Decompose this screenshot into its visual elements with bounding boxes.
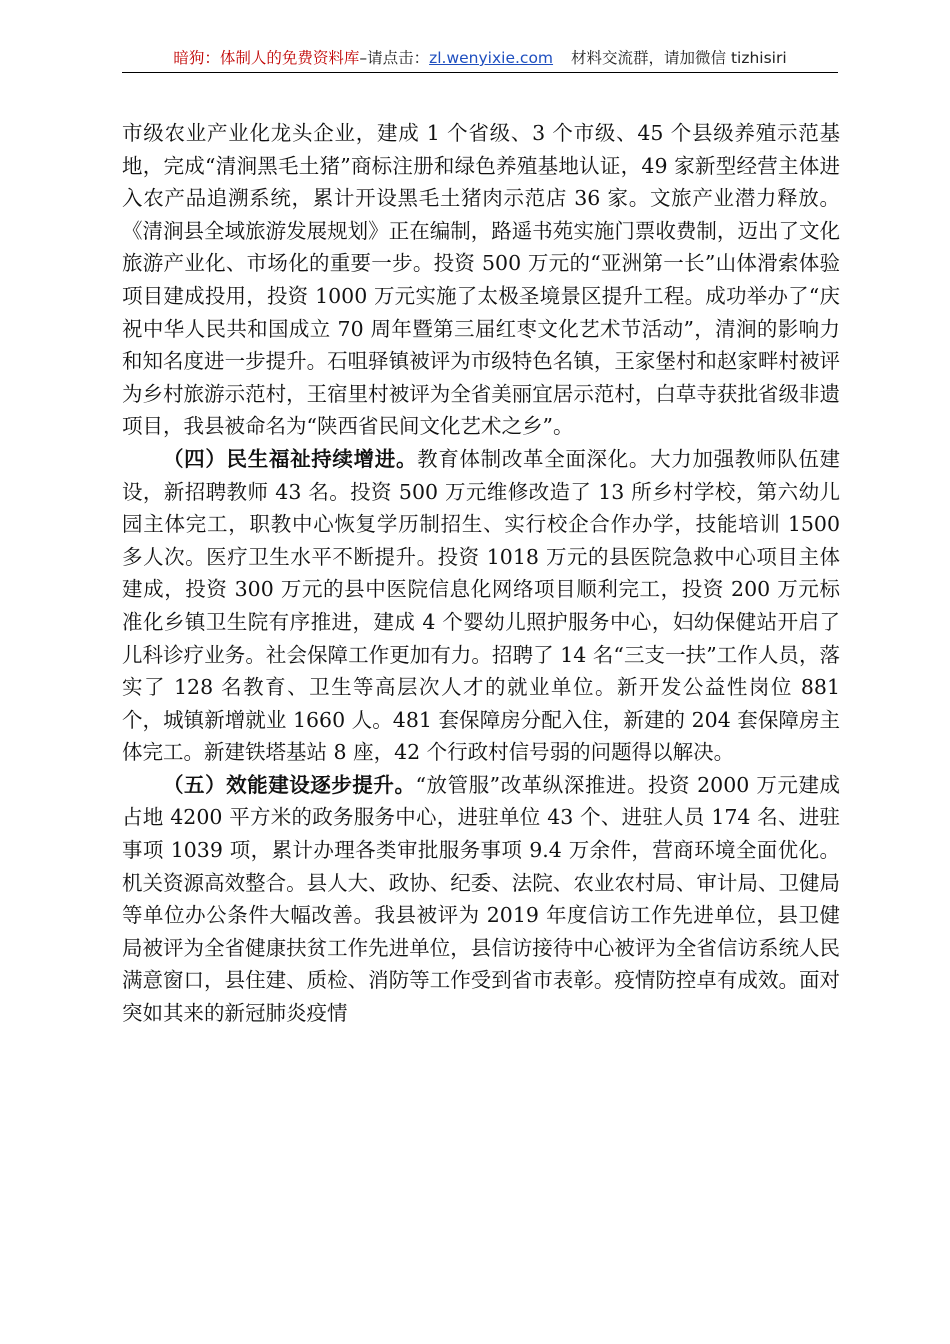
paragraph-2-heading: （四）民生福祉持续增进。 <box>163 446 418 471</box>
paragraph-3-text: “放管服”改革纵深推进。投资 2000 万元建成占地 4200 平方米的政务服务中心，进驻单位 43 个、进驻人员 174 名、进驻事项 1039 项，累计办理各类审批服务事项 9.4 万余件，营商环境全面优化。机关资源高效整合。县人大、政协、纪委、法院、农业农村局、审计局、卫健局等单位办公条件大幅改善。我县被评为 2019 年度信访工作先进单位，县卫健局被评为全省健康扶贫工作先进单位，县信访接待中心被评为全省信访系统人民满意窗口，县住建、质检、消防等工作受到省市表彰。疫情防控卓有成效。面对突如其来的新冠肺炎疫情 <box>122 772 840 1026</box>
paragraph-1-text: 市级农业产业化龙头企业，建成 1 个省级、3 个市级、45 个县级养殖示范基地，完成“清涧黑毛土猪”商标注册和绿色养殖基地认证，49 家新型经营主体进入农产品追溯系统，累计开设黑毛土猪肉示范店 36 家。文旅产业潜力释放。《清涧县全域旅游发展规划》正在编制，路遥书苑实施门票收费制，迈出了文化旅游产业化、市场化的重要一步。投资 500 万元的“亚洲第一长”山体滑索体验项目建成投用，投资 1000 万元实施了太极圣境景区提升工程。成功举办了“庆祝中华人民共和国成立 70 周年暨第三届红枣文化艺术节活动”，清涧的影响力和知名度进一步提升。石咀驿镇被评为市级特色名镇，王家堡村和赵家畔村被评为乡村旅游示范村，王宿里村被评为全省美丽宜居示范村，白草寺获批省级非遗项目，我县被命名为“陕西省民间文化艺术之乡”。 <box>122 121 840 439</box>
paragraph-1 <box>122 117 840 443</box>
header-brand: 暗狗：体制人的免费资料库 <box>173 49 360 67</box>
document-body <box>122 117 840 1030</box>
paragraph-3 <box>122 769 840 1030</box>
paragraph-3-heading: （五）效能建设逐步提升。 <box>163 772 416 797</box>
page-header <box>122 44 838 73</box>
header-prompt: –请点击： <box>359 49 430 67</box>
header-note: 材料交流群，请加微信 tizhisiri <box>571 49 787 67</box>
header-link[interactable]: zl.wenyixie.com <box>429 49 554 67</box>
paragraph-2-text: 教育体制改革全面深化。大力加强教师队伍建设，新招聘教师 43 名。投资 500 万元维修改造了 13 所乡村学校，第六幼儿园主体完工，职教中心恢复学历制招生、实行校企合作办学，技能培训 1500 多人次。医疗卫生水平不断提升。投资 1018 万元的县医院急救中心项目主体建成，投资 300 万元的县中医院信息化网络项目顺利完工，投资 200 万元标准化乡镇卫生院有序推进，建成 4 个婴幼儿照护服务中心，妇幼保健站开启了儿科诊疗业务。社会保障工作更加有力。招聘了 14 名“三支一扶”工作人员，落实了 128 名教育、卫生等高层次人才的就业单位。新开发公益性岗位 881 个，城镇新增就业 1660 人。481 套保障房分配入住，新建的 204 套保障房主体完工。新建铁塔基站 8 座，42 个行政村信号弱的问题得以解决。 <box>122 446 841 765</box>
paragraph-2 <box>122 443 840 769</box>
